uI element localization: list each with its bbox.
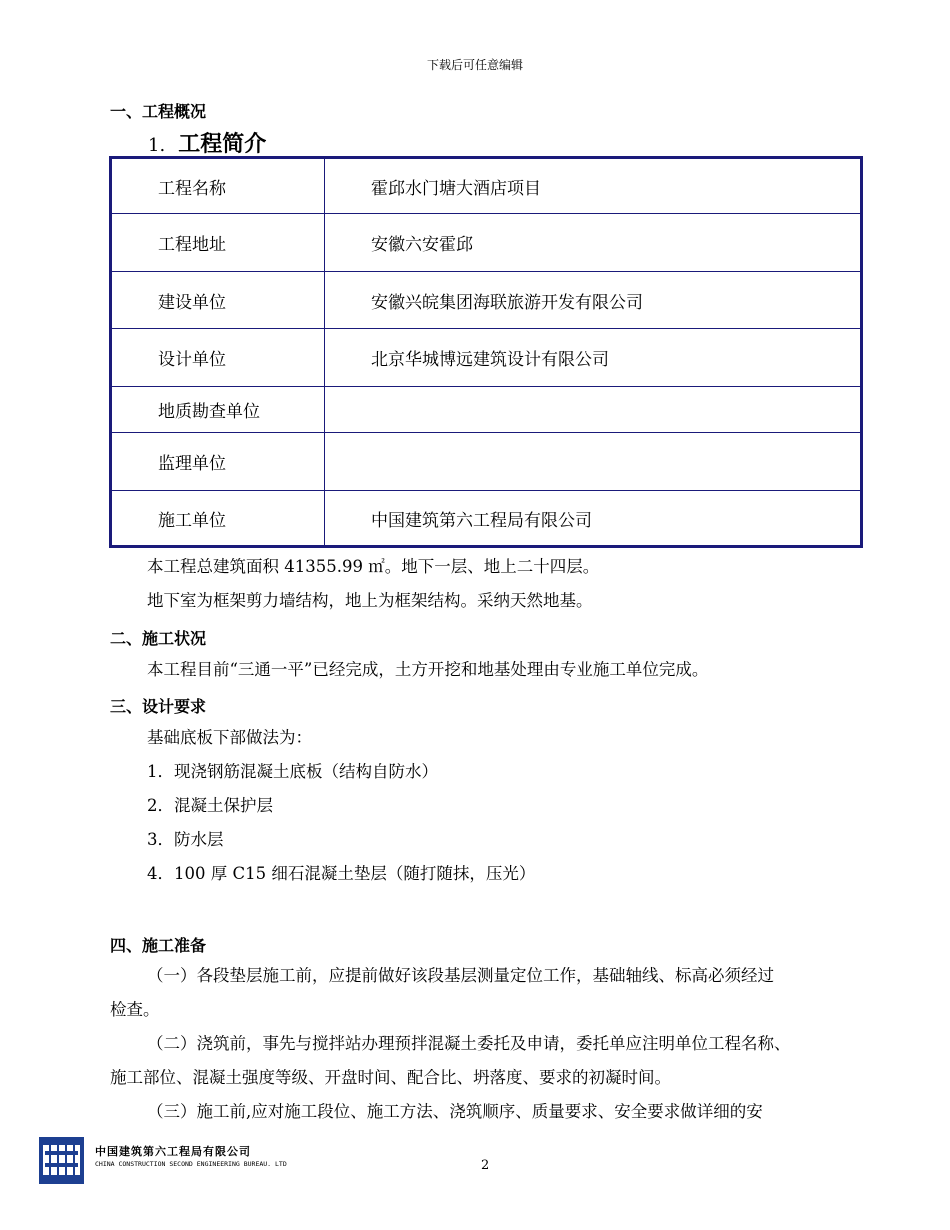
section-1-title: 一、工程概况 xyxy=(110,102,207,121)
table-value xyxy=(325,433,862,491)
table-label: 设计单位 xyxy=(111,329,325,387)
table-label: 监理单位 xyxy=(111,433,325,491)
table-value: 中国建筑第六工程局有限公司 xyxy=(325,491,862,547)
table-row xyxy=(111,433,862,491)
section-2-title: 二、施工状况 xyxy=(110,629,207,648)
design-item: 4．100 厚 C15 细石混凝土垫层（随打随抹，压光） xyxy=(147,864,536,883)
table-value: 安徽六安霍邱 xyxy=(325,214,862,272)
section-3-title: 三、设计要求 xyxy=(110,697,207,716)
table-row xyxy=(111,387,862,433)
table-row xyxy=(111,272,862,329)
design-item: 2．混凝土保护层 xyxy=(147,796,273,815)
table-row xyxy=(111,329,862,387)
table-label: 工程名称 xyxy=(111,158,325,214)
design-intro: 基础底板下部做法为： xyxy=(147,728,312,747)
status-paragraph: 本工程目前“三通一平”已经完成，土方开挖和地基处理由专业施工单位完成。 xyxy=(147,660,709,679)
table-row xyxy=(111,214,862,272)
page-number: 2 xyxy=(481,1158,490,1173)
cscec-logo-icon xyxy=(39,1137,84,1184)
subsection-number: 1. xyxy=(148,135,166,156)
section-4-title: 四、施工准备 xyxy=(110,936,207,955)
table-row xyxy=(111,491,862,547)
prep-paragraph-2-cont: 施工部位、混凝土强度等级、开盘时间、配合比、坍落度、要求的初凝时间。 xyxy=(110,1068,671,1087)
table-label: 建设单位 xyxy=(111,272,325,329)
prep-paragraph-2: （二）浇筑前，事先与搅拌站办理预拌混凝土委托及申请，委托单应注明单位工程名称、 xyxy=(147,1034,791,1053)
prep-paragraph-1-cont: 检查。 xyxy=(110,1000,160,1019)
table-label: 地质勘查单位 xyxy=(111,387,325,433)
table-row xyxy=(111,158,862,214)
prep-paragraph-1: （一）各段垫层施工前，应提前做好该段基层测量定位工作，基础轴线、标高必须经过 xyxy=(147,966,774,985)
prep-paragraph-3: （三）施工前,应对施工段位、施工方法、浇筑顺序、质量要求、安全要求做详细的安 xyxy=(147,1102,763,1121)
design-item: 3．防水层 xyxy=(147,830,224,849)
table-label: 工程地址 xyxy=(111,214,325,272)
project-info-table xyxy=(109,156,863,548)
footer-company-en: CHINA CONSTRUCTION SECOND ENGINEERING BUREAU. LTD xyxy=(95,1160,287,1168)
table-label: 施工单位 xyxy=(111,491,325,547)
table-value: 安徽兴皖集团海联旅游开发有限公司 xyxy=(325,272,862,329)
table-value: 北京华城博远建筑设计有限公司 xyxy=(325,329,862,387)
overview-paragraph-1: 本工程总建筑面积 41355.99 ㎡。地下一层、地上二十四层。 xyxy=(147,557,600,576)
table-value xyxy=(325,387,862,433)
overview-paragraph-2: 地下室为框架剪力墙结构，地上为框架结构。采纳天然地基。 xyxy=(147,591,593,610)
table-value: 霍邱水门塘大酒店项目 xyxy=(325,158,862,214)
design-item: 1．现浇钢筋混凝土底板（结构自防水） xyxy=(147,762,438,781)
header-note: 下载后可任意编辑 xyxy=(426,58,523,72)
subsection-title: 工程简介 xyxy=(178,132,267,157)
footer-company-cn: 中国建筑第六工程局有限公司 xyxy=(95,1145,251,1158)
subsection-heading xyxy=(148,127,266,158)
company-logo xyxy=(39,1137,84,1184)
